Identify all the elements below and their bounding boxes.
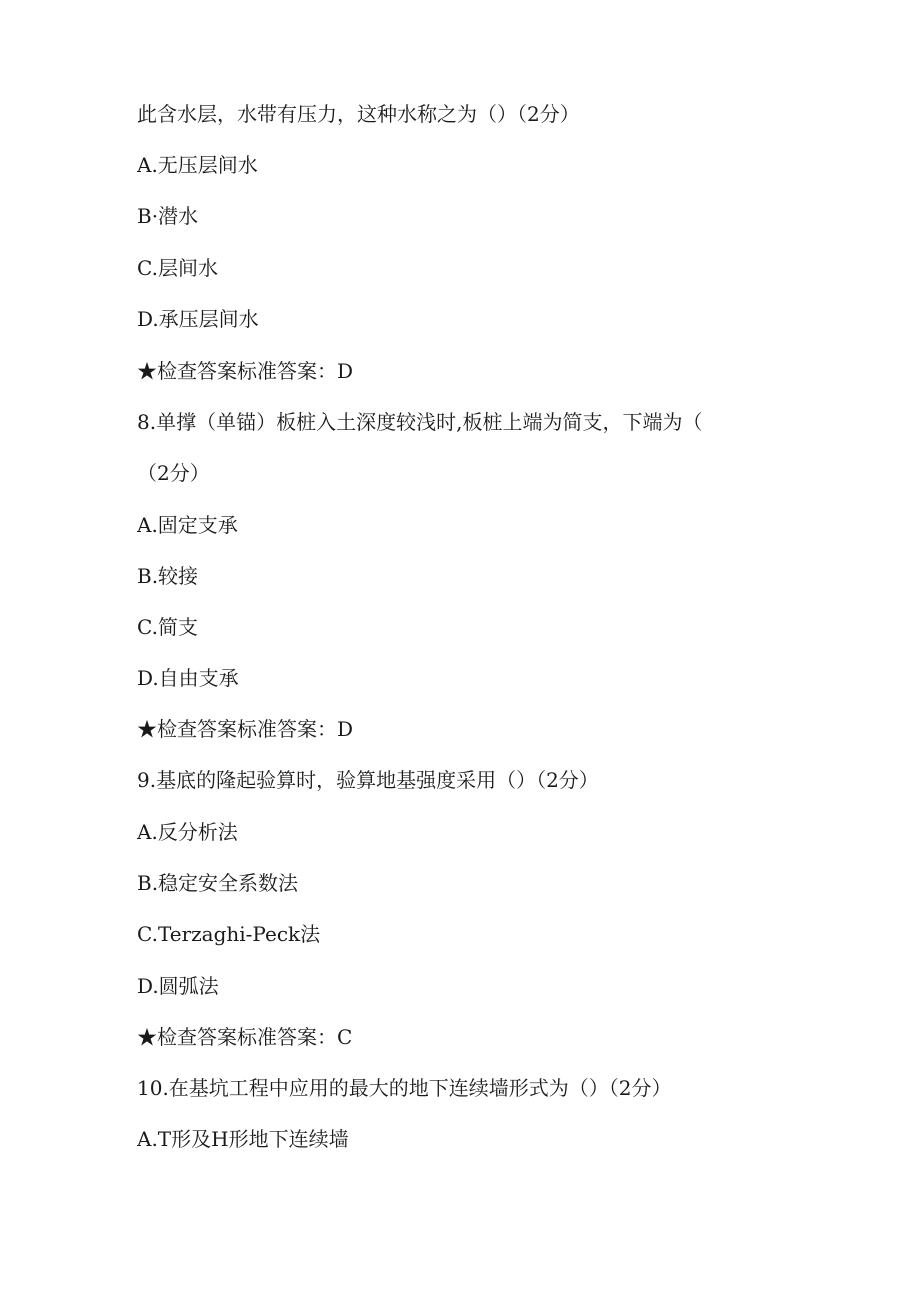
question-10-stem: 10.在基坑工程中应用的最大的地下连续墙形式为（）（2分）	[137, 1076, 672, 1100]
question-9-stem: 9.基底的隆起验算时，验算地基强度采用（）（2分）	[137, 768, 599, 792]
question-10-option-a: A.T形及H形地下连续墙	[137, 1127, 349, 1151]
question-9-option-d: D.圆弧法	[137, 974, 219, 998]
question-8-stem: 8.单撑（单锚）板桩入土深度较浅时,板桩上端为简支，下端为（	[137, 410, 703, 434]
question-8-answer: ★检查答案标准答案：D	[137, 717, 354, 741]
question-7-option-c: C.层间水	[137, 256, 218, 280]
question-7-option-a: A.无压层间水	[137, 153, 258, 177]
question-9-option-b: B.稳定安全系数法	[137, 871, 299, 895]
question-9-answer: ★检查答案标准答案：C	[137, 1025, 353, 1049]
question-9-option-a: A.反分析法	[137, 820, 238, 844]
question-7-stem-end: 此含水层，水带有压力，这种水称之为（）（2分）	[137, 102, 580, 126]
question-8-option-c: C.简支	[137, 615, 198, 639]
question-7-option-d: D.承压层间水	[137, 307, 259, 331]
question-8-option-b: B.较接	[137, 564, 199, 588]
question-8-option-d: D.自由支承	[137, 666, 239, 690]
question-7-option-b: B·潜水	[137, 204, 199, 228]
question-7-answer: ★检查答案标准答案：D	[137, 359, 354, 383]
question-9-option-c: C.Terzaghi-Peck法	[137, 922, 321, 946]
question-8-option-a: A.固定支承	[137, 513, 238, 537]
question-8-score: （2分）	[137, 461, 210, 485]
